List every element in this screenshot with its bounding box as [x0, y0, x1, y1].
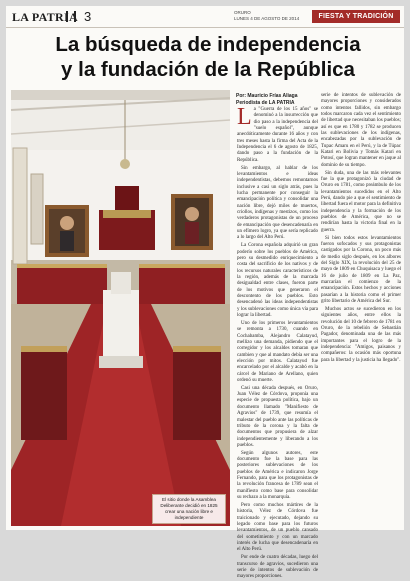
paragraph: Uno de los primeros levantamientos se remonta a 1730, cuando en Cochabamba, Alejandro Calatayud, mellizo una demanda, pidiendo que el corregidor y los alcaldes tomaran que cambien y que al mandato debía ser una elección por mitos. Calatayud fue encarcelado por el alcalde y acabó en la cárcel de Mariano de Arellano, quien ordenó su muerte.: [237, 320, 318, 383]
date-line: ORURO LUNES 4 DE AGOSTO DE 2014: [234, 10, 300, 21]
article-column-2: [321, 93, 401, 526]
paragraph: Pero como muchos mártires de la historia, Vélez de Córdova fue traicionado y ejecutado, dejando su legado como base para los futuros levantamientos, de un pueblo cansado del sometimiento y con un marcado interés de lucha que desencadenaría en el Alto Perú.: [237, 502, 318, 553]
drop-cap: L: [237, 104, 252, 130]
headline: [26, 32, 390, 82]
newspaper-page: [6, 6, 404, 580]
page-number: 3: [84, 9, 92, 24]
headline-line-2: y la fundación de la República: [61, 58, 355, 81]
newspaper-logo: LA PATRIA: [12, 10, 78, 24]
paragraph: Según algunos autores, este documento fue la base para las posteriores sublevaciones de los pueblos de América e indicaron Jorge Fernando, para que los protagonistas de la revolución francesa de 1789 sean el manifiesto como base para consolidar su rechazo a la monarquía.: [237, 450, 318, 501]
page-header: [6, 6, 404, 28]
article-photo: [11, 90, 230, 526]
section-badge: FIESTA Y TRADICIÓN: [312, 10, 400, 23]
paragraph: serie de intentos de sublevación de mayores proporciones y considerados como intentos fallidos, sin embargo todos marcaron cada vez el sentimiento de libertad que necesitaban los pueblos; así es que en 1780 y 1782 se producen las sublevaciones de los indígenas, encabezadas por la sublevación de Tupac Amaru en el Perú, y la de Túpac Katari en Bolivia y Tomás Katari en Potosí, que logran mantener en jaque al dominio de su tiempo.: [321, 93, 401, 168]
byline-role: Periodista de LA PATRIA: [236, 99, 295, 106]
headline-line-1: La búsqueda de independencia: [55, 33, 361, 56]
paragraph: Casi una década después, en Oruro, Juan Vélez de Córdova, proponía una especie de propuesta política, bajo un documento llamado "Manifiesto de Agravios" de 1739, que resumía el malestar del pueblo ante las políticas de tributo de la corona y la falta de documentos que propusiera de alzar independientemente y liberando a los pueblos.: [237, 385, 318, 448]
divider-bars-icon: [66, 11, 76, 22]
photo-caption: El sitio donde la Asamblea Deliberante decidió en 1825 crear una nación libre e independiente: [152, 494, 226, 524]
casa-de-la-libertad-illustration: [11, 90, 230, 526]
paragraph: Sin duda, una de las más relevantes fue la que protagonizó la ciudad de Oruro en 1781, como preámbulo de los levantamientos sucedidos en el Alto Perú, dando pie a que el sentimiento de libertad fuera el motor para la definitiva independencia y la formación de los pueblos de América, que no se rendirían hasta la victoria final en la guerra.: [321, 170, 401, 233]
paragraph: Por ende de cuatro décadas, luego del transcurso de agravios, sucedieron una serie de intentos de sublevación de mayores proporciones.: [237, 555, 318, 580]
paragraph: La Corona española adquirió un gran poderío sobre los pueblos de América, pero su desmedido enriquecimiento a costa del sacrificio de los nativos y de los recursos naturales característicos de la región, además de la marcada desigualdad entre clases, fueron parte de los motivos que generaron el descontento de los pueblos. Esto desencadenó las ideas independentistas y los sublevaciones como única vía para lograr la libertad.: [237, 243, 318, 318]
article-column-1: [237, 104, 318, 580]
paragraph: Muchos actos se sucedieron en los siguientes años, entre ellos la revolución del 10 de febrero de 1781 en Oruro, de la rebelión de Sebastián Pagador, denominada una de las más importantes para el logro de la independencia: "Amigos, paisanos y compañeros: la ocasión más oportuna para la libertad y la justicia ha llegado".: [321, 306, 401, 363]
byline-author: Por: Mauricio Frías Aliaga: [236, 93, 298, 99]
paragraph: La "Guerra de los 15 años" se denominó a la insurrección que dio paso a la independencia del "suelo español", aunque anecdóticamente durante 16 años y con tres meses hasta la firma del Acta de la Independencia el 6 de agosto de 1825, dando paso a la fundación de la República.: [237, 104, 318, 163]
paragraph: Si bien todos estos levantamientos fueron sofocados y sus protagonistas castigados por la Corona, un poco más de medio siglo después, en los albores del Siglo XIX, la revolución del 25 de mayo de 1809 en Chuquisaca y luego el 16 de julio de 1809 en La Paz, marcarían el comienzo de la emancipación. Estos hechos y acciones pasarían a la historia como el primer grito libertario de América del Sur.: [321, 235, 401, 304]
paragraph: Sin embargo, al hablar de los levantamientos e ideas independentistas, debemos remontarnos inclusive a casi un siglo atrás, pues la lucha permanente por conseguir la emancipación política y consolidar una nación libre, dejó miles de muertos, criollos, indígenas y mestizos, como los verdaderos protagonistas de un proceso de emancipación que desencadenaría en un efímero logro, ya que sería replicado a lo largo del Alto Perú.: [237, 165, 318, 241]
